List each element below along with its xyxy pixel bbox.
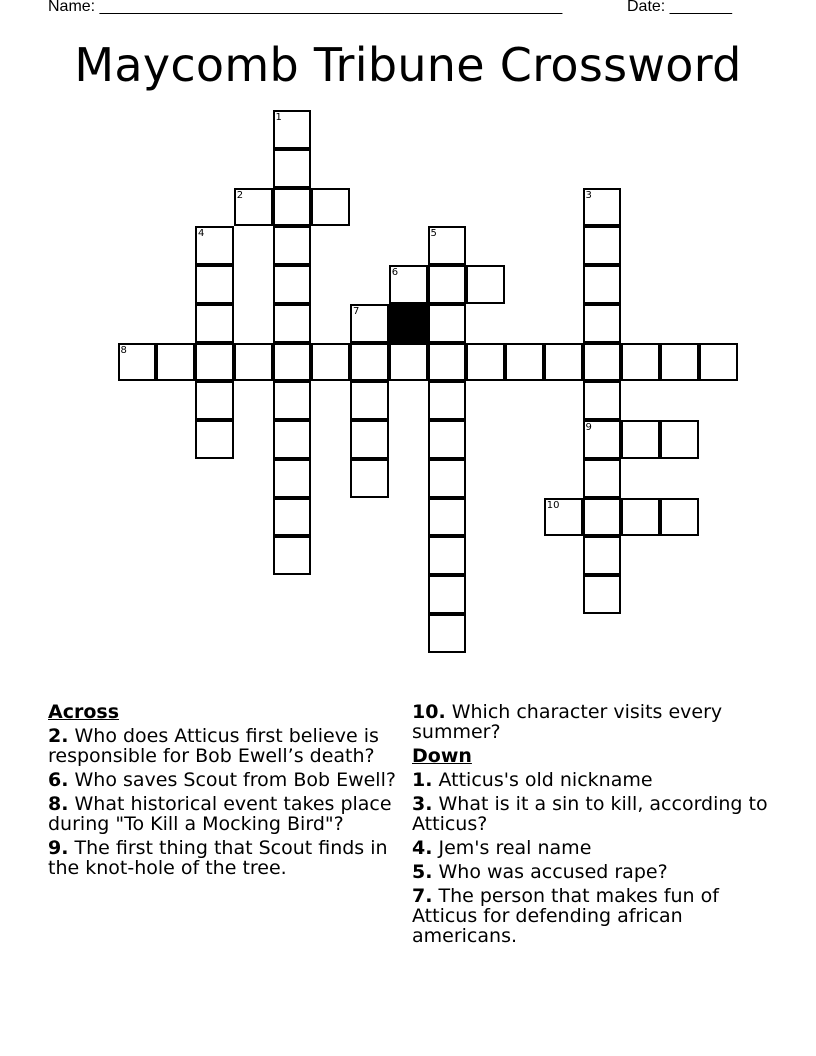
grid-cell[interactable] (428, 459, 467, 498)
grid-cell[interactable] (583, 536, 622, 575)
grid-cell[interactable] (621, 420, 660, 459)
grid-cell[interactable] (389, 265, 428, 304)
clue-number-label: 2 (236, 189, 244, 201)
page-title: Maycomb Tribune Crossword (74, 38, 742, 92)
grid-cell[interactable] (234, 343, 273, 382)
grid-cell[interactable] (273, 536, 312, 575)
clue-text: Atticus's old nickname (432, 769, 653, 791)
clue-text: Which character visits every summer? (412, 701, 723, 743)
grid-cell[interactable] (389, 343, 428, 382)
clue-text: The first thing that Scout finds in the knot-hole of the tree. (48, 837, 388, 879)
across-heading: Across (48, 701, 120, 723)
clue-down-1 (412, 770, 772, 790)
grid-cell[interactable] (428, 343, 467, 382)
clue-number-label: 4 (198, 228, 205, 240)
clue-number-label: 10 (546, 499, 560, 511)
clue-number: 10. (412, 701, 446, 723)
grid-cell[interactable] (583, 188, 622, 227)
clue-number-label: 5 (430, 228, 437, 240)
clues-column-left (48, 702, 408, 882)
clue-number: 1. (412, 769, 433, 791)
clue-number: 6. (48, 769, 69, 791)
grid-cell[interactable] (273, 498, 312, 537)
grid-cell[interactable] (428, 498, 467, 537)
grid-cell[interactable] (428, 304, 467, 343)
clue-number: 4. (412, 837, 433, 859)
grid-cell[interactable] (583, 343, 622, 382)
grid-cell[interactable] (195, 343, 234, 382)
grid-cell[interactable] (273, 304, 312, 343)
clue-across-10 (412, 702, 772, 742)
grid-cell[interactable] (466, 265, 505, 304)
grid-cell[interactable] (350, 420, 389, 459)
grid-cell[interactable] (195, 226, 234, 265)
grid-cell[interactable] (350, 343, 389, 382)
clue-across-6 (48, 770, 408, 790)
grid-cell[interactable] (428, 265, 467, 304)
grid-cell[interactable] (505, 343, 544, 382)
grid-cell[interactable] (583, 265, 622, 304)
clue-down-7 (412, 886, 772, 946)
clue-across-8 (48, 794, 408, 834)
grid-cell[interactable] (544, 343, 583, 382)
clue-text: Who does Atticus first believe is responsible for Bob Ewell’s death? (48, 725, 379, 767)
clue-number-label: 3 (585, 189, 592, 201)
grid-cell[interactable] (621, 343, 660, 382)
grid-cell[interactable] (195, 381, 234, 420)
grid-cell[interactable] (195, 265, 234, 304)
clue-number-label: 8 (120, 344, 127, 356)
clue-number: 2. (48, 725, 69, 747)
black-cell (389, 304, 428, 343)
grid-cell[interactable] (660, 420, 699, 459)
clue-number: 9. (48, 837, 69, 859)
clue-number: 7. (412, 885, 433, 907)
grid-cell[interactable] (583, 459, 622, 498)
grid-cell[interactable] (544, 498, 583, 537)
clue-down-4 (412, 838, 772, 858)
grid-cell[interactable] (311, 188, 350, 227)
clue-number-label: 7 (353, 305, 360, 317)
grid-cell[interactable] (699, 343, 738, 382)
date-field[interactable]: Date: _______ (627, 0, 732, 15)
grid-cell[interactable] (273, 149, 312, 188)
grid-cell[interactable] (583, 498, 622, 537)
grid-cell[interactable] (273, 265, 312, 304)
clue-down-5 (412, 862, 772, 882)
clues-column-right (412, 702, 772, 950)
grid-cell[interactable] (583, 420, 622, 459)
grid-cell[interactable] (118, 343, 157, 382)
grid-cell[interactable] (660, 498, 699, 537)
grid-cell[interactable] (350, 381, 389, 420)
clue-text: Jem's real name (432, 837, 592, 859)
clue-text: What historical event takes place during "To Kill a Mocking Bird"? (48, 793, 392, 835)
grid-cell[interactable] (621, 498, 660, 537)
grid-cell[interactable] (428, 614, 467, 653)
grid-cell[interactable] (273, 226, 312, 265)
grid-cell[interactable] (583, 575, 622, 614)
clue-number-label: 6 (391, 267, 399, 278)
grid-cell[interactable] (583, 304, 622, 343)
grid-cell[interactable] (428, 536, 467, 575)
grid-cell[interactable] (273, 459, 312, 498)
grid-cell[interactable] (350, 304, 389, 343)
grid-cell[interactable] (428, 226, 467, 265)
clue-text: Who was accused rape? (432, 861, 668, 883)
grid-cell[interactable] (428, 420, 467, 459)
grid-cell[interactable] (234, 188, 273, 227)
grid-cell[interactable] (273, 343, 312, 382)
clue-across-2 (48, 726, 408, 766)
clue-text: The person that makes fun of Atticus for defending african americans. (412, 885, 719, 947)
grid-cell[interactable] (583, 381, 622, 420)
down-heading: Down (412, 745, 472, 767)
grid-cell[interactable] (195, 420, 234, 459)
clue-number-label: 1 (275, 112, 282, 123)
clue-number: 3. (412, 793, 433, 815)
name-field[interactable]: Name: ____________________________________________________ (48, 0, 563, 15)
grid-cell[interactable] (311, 343, 350, 382)
grid-cell[interactable] (466, 343, 505, 382)
grid-cell[interactable] (350, 459, 389, 498)
clue-number-label: 9 (585, 422, 592, 433)
grid-cell[interactable] (428, 575, 467, 614)
clue-text: What is it a sin to kill, according to Atticus? (412, 793, 768, 835)
clue-number: 8. (48, 793, 69, 815)
grid-cell[interactable] (273, 110, 312, 149)
grid-cell[interactable] (273, 420, 312, 459)
grid-cell[interactable] (273, 381, 312, 420)
grid-cell[interactable] (583, 226, 622, 265)
grid-cell[interactable] (660, 343, 699, 382)
clue-text: Who saves Scout from Bob Ewell? (68, 769, 396, 791)
clue-number: 5. (412, 861, 433, 883)
clue-down-3 (412, 794, 772, 834)
grid-cell[interactable] (195, 304, 234, 343)
grid-cell[interactable] (156, 343, 195, 382)
grid-cell[interactable] (428, 381, 467, 420)
clue-across-9 (48, 838, 408, 878)
grid-cell[interactable] (273, 188, 312, 227)
